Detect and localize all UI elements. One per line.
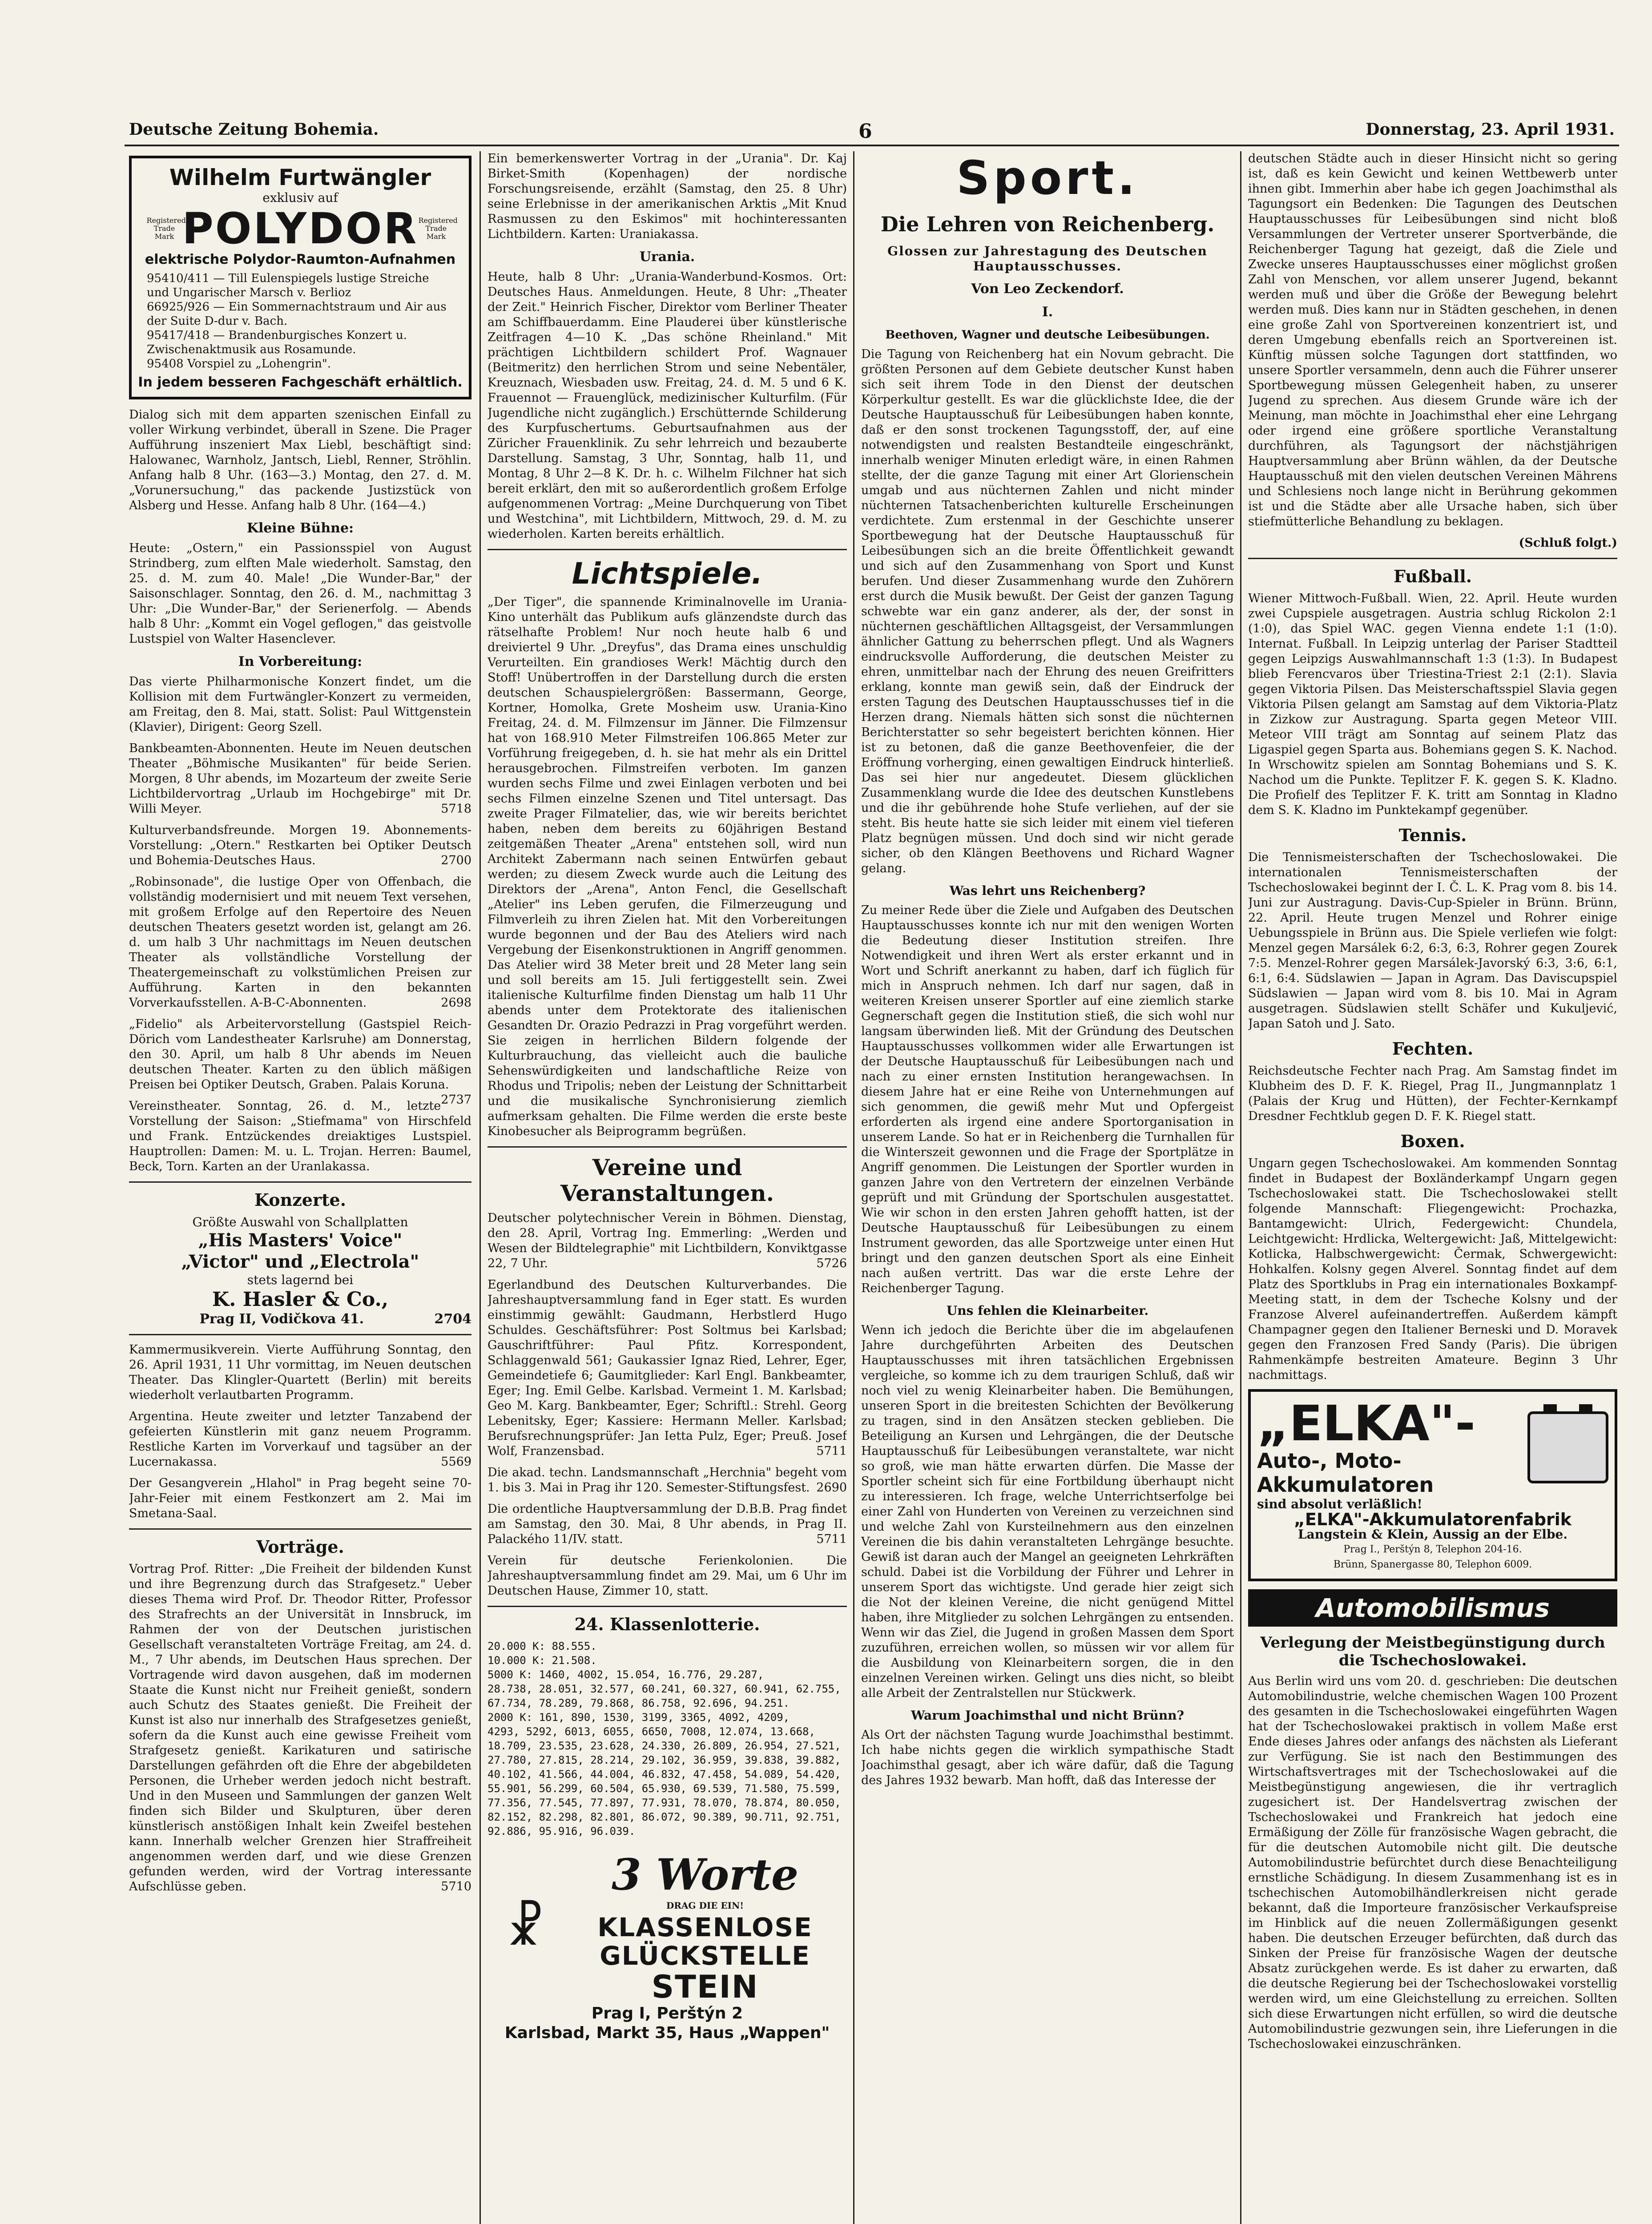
column-divider: [1240, 151, 1241, 2224]
trademark-right: Registered Trade Mark: [418, 216, 458, 241]
section-heading: Urania.: [639, 249, 695, 265]
column-4: [1248, 151, 1617, 2224]
lottery-line: 20.000 K: 88.555.: [488, 1640, 597, 1652]
elka-line: Akkumulatoren: [1257, 1473, 1434, 1497]
section-heading: Lichtspiele.: [572, 556, 763, 591]
newspaper-name: Deutsche Zeitung Bohemia.: [129, 120, 379, 139]
ad-footer: In jedem besseren Fachgeschäft erhältlich.: [138, 375, 463, 390]
notice-number: 2700: [441, 854, 471, 867]
notice: [129, 874, 471, 1011]
lichtspiele-text: „Der Tiger", die spannende Kriminalnovelle im Urania-Kino unterhält das Publikum aufs glänzendste durch das rätselhafte Problem! Nur noch heute halb 6 und dreiviertel 9 Uhr. „Dreyfus", das Drama eines unschuldig Verurteilten. Ein grandioses Werk! Mächtig durch den Stoff! Unübertroffen in der Darstellung durch die ersten deutschen Schauspielergrößen: Bassermann, George, Kortner, Homolka, Grete Mosheim usw. Urania-Kino Freitag, 24. d. M. Filmzensur im Jänner. Die Filmzensur hat von 168.910 Meter Filmstreifen 106.865 Meter zur Vorführung freigegeben, d. h. sie hat mehr als ein Drittel herausgebrochen. Filmstreifen verboten. Im ganzen wurden sechs Filme und zwei Einlagen verboten und bei sechs Filmen einzelne Szenen und Titel untersagt. Das zweite Prager Filmatelier, das, wie wir bereits berichtet haben, neben dem bereits zu 60jährigen Bestand zeitgemäßen Theater „Arena" entstehen soll, wird nun Architekt Zabermann nach seinen Entwürfen gebaut werden; zu diesem Zweck wurde auch die Leitung des Direktors der „Arena", Anton Fencl, die Gesellschaft „Atelier" ins Leben gerufen, die Filmerzeugung und Filmverleih zu ihren Zielen hat. Mit den Vorbereitungen wurde begonnen und der Bau des Ateliers wird nach Vergebung der Eisenkonstruktionen in Angriff genommen. Das Atelier wird 38 Meter breit und 28 Meter lang sein und soll bereits am 15. Juli fertiggestellt sein. Zwei italienische Kulturfilme finden Dienstag um halb 11 Uhr abends unter dem Protektorate des italienischen Gesandten Dr. Orazio Pedrazzi in Prag vorgeführt werden. Sie zeigen in herrlichen Bildern folgende der Kulturbrauchung, das vielleicht auch die bauliche Sehenswürdigkeiten und landschaftliche Reize von Rhodus und Tripolis; neben der Leistung der Schnittarbeit und die musikalische Synchronisierung ziemlich aufmerksam gehalten. Die Filme werden die erste beste Kinobesucher als Beiprogramm begrüßen.: [488, 595, 847, 1138]
urania-text: Heute, halb 8 Uhr: „Urania-Wanderbund-Kosmos. Ort: Deutsches Haus. Anmeldungen. Heute, 8 Uhr: „Theater der Zeit." Heinrich Fischer, Direktor vom Berliner Theater am Schiffbauerdamm. Eine Plauderei über künstlerische Zeitfragen 4—10 K. „Das schöne Rheinland." Mit prächtigen Lichtbildern schildert Prof. Wagnauer (Beitmeritz) den herrlichen Strom und seine Nebentäler, Kreuznach, Wiesbaden usw. Freitag, 24. d. M. 5 und 6 K. Frauennot — Frauenglück, medizinischer Kulturfilm. (Für Jugendliche nicht zugänglich.) Erschütternde Schilderung des Kurpfuschertums. Geburtsaufnahmen aus der Züricher Frauenklinik. Zu sehr lehrreich und bezauberte Darstellung. Samstag, 3 Uhr, Sonntag, halb 11, und Montag, 8 Uhr 2—8 K. Dr. h. c. Wilhelm Filchner hat sich bereit erklärt, den mit so außerordentlich großem Erfolge aufgenommenen Vortrag: „Meine Durchquerung von Tibet und Westchina", mit Lichtbildern, Mittwoch, 29. d. M. zu wiederholen. Karten bereits erhältlich.: [488, 270, 847, 541]
section-heading: Kleine Bühne:: [246, 520, 354, 536]
ad-furtwaengler: [129, 156, 471, 399]
stein-line: DRAG DIE EIN!: [666, 1900, 744, 1911]
ad-brand: POLYDOR: [182, 204, 419, 254]
section-heading: Tennis.: [1398, 825, 1467, 845]
notice: [488, 1211, 847, 1271]
notice-number: 2737: [441, 1093, 471, 1107]
article-paragraph: Zu meiner Rede über die Ziele und Aufgaben des Deutschen Hauptausschusses konnte ich nur mit den wenigen Worten die Bedeutung dieser Institution streifen. Ihre Notwendigkeit und ihren Wert als erster erkannt und in Wort und Schrift anerkannt zu haben, darf ich füglich für mich in Anspruch nehmen. Ich darf nur sagen, daß in weiteren Kreisen unserer Sportler auf eine ziemlich starke Gegnerschaft gegen die Institution stieß, die sich wohl nur langsam überwinden ließ. Mit der Gründung des Deutschen Hauptausschusses vollkommen wider alle Erwartungen ist der Deutsche Hauptausschuß für Leibesübungen nach und nach zu einer ernsten Institution herangewachsen. In diesem Jahre hat er eine Reihe von Unternehmungen auf sich genommen, die gewiß mehr Mut und Opfergeist erforderten als irgend eine andere Sportorganisation in unserem Lande. So hat er in Reichenberg die Turnhallen für die Winterszeit gewonnen und die Frage der Sportplätze in Angriff genommen. Die Leistungen der Sportler wurden in ganzen Jahre von den Vertretern der einzelnen Verbände geprüft und mit Gründung der Sportschulen ausgestattet. Wie wir schon in den ersten Jahren gehofft hatten, ist der Deutsche Hauptausschuß für Leibesübungen zu einem Instrument geworden, das alle Sportzweige unter einen Hut bringt und den ganzen deutschen Sport als eine Einheit nach außen vertritt. Das war die erste Lehre der Reichenberger Tagung.: [861, 903, 1234, 1295]
record-item: 95410/411 — Till Eulenspiegels lustige Streiche und Ungarischer Marsch v. Berlioz: [147, 272, 429, 299]
page-number: 6: [858, 120, 872, 143]
article-continuation: deutschen Städte auch in dieser Hinsicht nicht so gering ist, daß es kein Gewicht und keinen Wettbewerb unter ihnen gibt. Immerhin aber habe ich gegen Joachimsthal als Tagungsort ein Bedenken: Die Tagungen des Deutschen Hauptausschusses für Leibesübungen sind nicht bloß Versammlungen der Vertreter unserer Sportverbände, die Reichenberger Tagung hat gezeigt, daß die Ziele und Zwecke unseres Hauptausschusses einer möglichst großen Zahl von Menschen, vor allem unserer Jugend, bekannt werden muß und über die Größe der Bewegung belehrt werden muß. Dies kann nur in Städten geschehen, in denen eine große Zahl von Sportvereinen konzentriert ist, und deren Umgebung ebenfalls reich an Sportvereinen ist. Künftig müssen solche Tagungen dort stattfinden, wo unsere Sportler versammeln, denn auch die Führer unserer Sportbewegung müssen Gelegenheit haben, zu unserer Jugend zu sprechen. Aus diesem Grunde wäre ich der Meinung, man möchte in Joachimsthal eher eine Lehrgang oder irgend eine größere sportliche Veranstaltung durchführen, als Tagungsort der nächstjährigen Hauptversammlung aber Brünn wählen, da der Deutsche Hauptausschuß mit den vielen deutschen Vereinen Mährens und Schlesiens noch lange nicht in Berührung gekommen ist und die Städte aber alle Ursache haben, sich über stiefmütterliche Behandlung zu beklagen.: [1248, 152, 1617, 528]
fussball-text: Wiener Mittwoch-Fußball. Wien, 22. April. Heute wurden zwei Cupspiele ausgetragen. Austria schlug Rickolon 2:1 (1:0), das Spiel WAC. gegen Vienna endete 1:1 (1:0). Internat. Fußball. In Leipzig unterlag der Pariser Stadtteil gegen Leipzigs Auswahlmannschaft 1:3 (1:3). In Budapest blieb Ferencvaros über Triestina-Triest 2:1 (2:1). Slavia gegen Viktoria Pilsen. Das Meisterschaftsspiel Slavia gegen Viktoria Pilsen gelangt am Samstag auf dem Viktoria-Platz in Zizkow zur Austragung. Sparta gegen Meteor VIII. Meteor VIII trägt am Sonntag auf seinem Platz das Ligaspiel gegen Sparta aus. Bohemians gegen S. K. Nachod. In Wrschowitz spielen am Sonntag Bohemians und S. K. Nachod um die Punkte. Teplitzer F. K. gegen S. K. Kladno. Die Profielf des Teplitzer F. K. tritt am Sonntag in Kladno dem S. K. Kladno im Punktekampf gegenüber.: [1248, 592, 1617, 817]
notice: [129, 741, 471, 817]
record-item: 95417/418 — Brandenburgisches Konzert u. Zwischenaktmusik aus Rosamunde.: [147, 329, 407, 356]
notice: [129, 1409, 471, 1470]
tennis-text: Die Tennismeisterschaften der Tschechoslowakei. Die internationalen Tennismeisterschaften der Tschechoslowakei beginnt der I. Č. L. K. Prag vom 8. bis 14. Juni zur Austragung. Davis-Cup-Spieler in Brünn. Brünn, 22. April. Heute trugen Menzel und Rohrer einige Uebungsspiele in Brünn aus. Die Spiele verliefen wie folgt: Menzel gegen Marsálek 6:2, 6:3, 6:3, Rohrer gegen Zourek 7:5. Menzel-Rohrer gegen Marsálek-Javorský 6:3, 3:6, 6:1, 6:1, 6:4. Südslawien — Japan in Agram. Das Daviscupspiel Südslawien — Japan wird vom 8. bis 10. Mai in Agram ausgetragen. Südslawien stellt Schäfer und Kukuljević, Japan Satoh und J. Sato.: [1248, 850, 1617, 1031]
section-rule: [129, 1334, 471, 1335]
notice-text: Vortrag Prof. Ritter: „Die Freiheit der bildenden Kunst und ihre Begrenzung durch das Strafgesetz." Ueber dieses Thema wird Prof. Dr. Theodor Ritter, Professor des Strafrechts an der Universität in Innsbruck, im Rahmen der von der Deutschen juristischen Gesellschaft veranstalteten Vorträge Freitag, am 24. d. M., 7 Uhr abends, im Deutschen Haus sprechen. Der Vortragende wird davon ausgehen, daß im modernen Staate die Kunst nicht nur Freiheit genießt, sondern auch Schutz des Staates genießt. Die Freiheit der Kunst ist also nur innerhalb des Strafgesetzes genießt, sofern da die Kunst auch eine gewisse Freiheit vom Strafgesetz genießt. Karikaturen und satirische Darstellungen gefährden oft die Ehre der abgebildeten Personen, die Urheber werden jedoch nicht bestraft. Und in den Museen und Sammlungen der ganzen Welt finden sich Bilder und Skulpturen, über deren künstlerisch anstößigen Inhalt kein Zweifel bestehen kann. Innerhalb welcher Grenzen hier Straffreiheit angenommen werden darf, und wie diese Grenzen gefunden werden, wird der Vortrag interessante Aufschlüsse geben.: [129, 1562, 471, 1894]
section-heading: In Vorbereitung:: [238, 654, 363, 669]
notice-text: Egerlandbund des Deutschen Kulturverbandes. Die Jahreshauptversammlung fand in Eger statt. Es wurden einstimmig gewählt: Gaudmann, Herbstlerd Hugo Schuldes. Geschäftsführer: Post Soltmus bei Karlsbad; Gauschriftführer: Paul Pfitz. Korrespondent, Schlaggenwald 561; Gaukassier Ignaz Ried, Lehrer, Eger, Gemeindetiefe 6; Gaumitglieder: Karl Engl. Bankbeamter, Eger; Ing. Emil Gelbe. Karlsbad. Vermeint 1. M. Karlsbad; Geo M. Karg. Bankbeamter, Eger; Schriftl.: Strehl. Georg Lebenitsky, Eger; Kassiere: Hermann Meller. Karlsbad; Berufsrechnungsprüfer: Jan Ietta Pulz, Eger; Preuß. Josef Wolf, Franzensbad.: [488, 1278, 847, 1458]
section-heading: 24. Klassenlotterie.: [574, 1614, 760, 1634]
notice-number: 2704: [434, 1311, 471, 1327]
notice: [129, 823, 471, 868]
stein-line: STEIN: [651, 1969, 759, 2005]
lottery-line: 27.780, 27.815, 28.214, 29.102, 36.959, 39.838, 39.882,: [488, 1754, 841, 1766]
record-ad: [129, 1215, 471, 1327]
record-list: [147, 271, 454, 371]
section-heading: Fechten.: [1392, 1039, 1474, 1059]
trademark-left: Registered Trade Mark: [146, 216, 186, 241]
theater-notice: Dialog sich mit dem apparten szenischen Einfall zu voller Wirkung verbindet, überall in Szene. Die Prager Aufführung inszeniert Max Liebl, beschäftigt sind: Halowanec, Warnholz, Jantsch, Liebl, Renner, Ströhlin. Anfang halb 8 Uhr. (163—3.) Montag, den 27. d. M. „Vorunersuchung," das packende Justizstück von Alsberg und Hesse. Anfang halb 8 Uhr. (164—4.): [129, 408, 471, 512]
figure-icon: ☧: [506, 1899, 545, 1956]
elka-line: Langstein & Klein, Aussig an der Elbe.: [1297, 1527, 1568, 1542]
notice-number: 5718: [441, 802, 471, 816]
battery-icon: [1527, 1411, 1608, 1483]
lottery-results: [488, 1639, 847, 1838]
elka-line: „ELKA"-Akkumulatorenfabrik: [1293, 1510, 1572, 1529]
section-rule: [1248, 558, 1617, 559]
elka-line: Auto-, Moto-: [1257, 1449, 1402, 1473]
elka-line: Prag I., Perštýn 8, Telephon 204-16.: [1343, 1544, 1522, 1555]
lottery-line: 55.901, 56.299, 60.504, 65.930, 69.539, 71.580, 75.599,: [488, 1782, 841, 1795]
automobilismus-banner: Automobilismus: [1248, 1589, 1617, 1627]
record-item: 66925/926 — Ein Sommernachtstraum und Air aus der Suite D-dur v. Bach.: [147, 300, 447, 328]
notice-text: Die akad. techn. Landsmannschaft „Herchnia" begeht vom 1. bis 3. Mai in Prag ihr 120. Semester-Stiftungsfest.: [488, 1466, 847, 1495]
notice: Verein für deutsche Ferienkolonien. Die Jahreshauptversammlung findet am 29. Mai, um 6 Uhr im Deutschen Hause, Zimmer 10, statt.: [488, 1554, 847, 1598]
sport-heading: Sport.: [956, 151, 1139, 205]
column-3: [861, 151, 1234, 2224]
column-divider: [479, 151, 481, 2224]
notice: Kammermusikverein. Vierte Aufführung Sonntag, den 26. April 1931, 11 Uhr vormittag, im Neuen deutschen Theater. Das Klingler-Quartett (Berlin) mit bereits wiederholt verlautbarten Programm.: [129, 1343, 471, 1402]
section-heading: Vorträge.: [256, 1537, 344, 1557]
record-item: 95408 Vorspiel zu „Lohengrin".: [147, 357, 331, 371]
lottery-line: 77.356, 77.545, 77.897, 77.931, 78.070, 78.874, 80.050,: [488, 1797, 841, 1809]
notice-number: 2698: [441, 996, 471, 1010]
lottery-line: 4293, 5292, 6013, 6055, 6650, 7008, 12.074, 13.668,: [488, 1725, 815, 1738]
fechten-text: Reichsdeutsche Fechter nach Prag. Am Samstag findet im Klubheim des D. F. K. Riegel, Prag II., Jungmannplatz 1 (Palais der Krug und Hütten), der Fechter-Kernkampf Dresdner Fechtklub gegen D. F. K. Riegel statt.: [1248, 1064, 1617, 1123]
notice: Der Gesangverein „Hlahol" in Prag begeht seine 70-Jahr-Feier mit einem Festkonzert am 2. Mai im Smetana-Saal.: [129, 1476, 471, 1520]
notice-number: 5726: [816, 1257, 847, 1270]
notice-number: 5710: [441, 1880, 471, 1894]
lottery-line: 18.709, 23.535, 23.628, 24.330, 26.809, 26.954, 27.521,: [488, 1740, 841, 1752]
elka-line: Brünn, Spanergasse 80, Telephon 6009.: [1333, 1559, 1532, 1570]
elka-line: sind absolut verläßlich!: [1257, 1497, 1422, 1511]
urania-intro: Ein bemerkenswerter Vortrag in der „Urania". Dr. Kaj Birket-Smith (Kopenhagen) der nordische Forschungsreisende, erzählt (Samstag, den 25. 8 Uhr) seine Erlebnisse in der amerikanischen Arktis „Mit Knud Rasmussen zu den Eskimos" mit hochinteressanten Lichtbildern. Karten: Uraniakassa.: [488, 152, 847, 241]
notice-number: 5569: [441, 1455, 471, 1469]
section-rule: [129, 1181, 471, 1183]
notice-text: Argentina. Heute zweiter und letzter Tanzabend der gefeierten Künstlerin mit ganz neuem Programm. Restliche Karten im Vorverkauf und tagsüber an der Lucernakassa.: [129, 1410, 471, 1469]
lottery-line: 2000 K: 161, 890, 1530, 3199, 3365, 4092, 4209,: [488, 1711, 790, 1724]
lottery-line: 10.000 K: 21.508.: [488, 1654, 597, 1667]
ad-subtitle: elektrische Polydor-Raumton-Aufnahmen: [145, 252, 456, 267]
stein-line: KLASSENLOSE: [597, 1912, 813, 1942]
stein-lottery-ad: [488, 1849, 847, 2005]
lottery-line: 67.734, 78.289, 79.868, 86.758, 92.696, 94.251.: [488, 1697, 790, 1709]
article-section-heading: Warum Joachimsthal und nicht Brünn?: [911, 1708, 1184, 1723]
column-1: [129, 151, 471, 2224]
record-ad-line: stets lagernd bei: [247, 1273, 354, 1287]
header-rule: [125, 145, 1619, 146]
section-heading: Fußball.: [1393, 566, 1472, 586]
continued-note: (Schluß folgt.): [1519, 536, 1617, 550]
record-ad-line: Größte Auswahl von Schallplatten: [192, 1215, 408, 1229]
notice-number: 2690: [816, 1481, 847, 1495]
stein-line: GLÜCKSTELLE: [600, 1941, 810, 1971]
ad-sub: exklusiv auf: [262, 190, 338, 205]
notice-text: Die ordentliche Hauptversammlung der D.B.B. Prag findet am Samstag, den 30. Mai, 8 Uhr abends, in Prag II. Palackého 11/IV. statt.: [488, 1502, 847, 1546]
record-ad-line: „Victor" und „Electrola": [181, 1251, 419, 1272]
section-rule: [488, 1146, 847, 1148]
lottery-line: 82.152, 82.298, 82.801, 86.072, 90.389, 90.711, 92.751,: [488, 1811, 841, 1823]
article-author: Von Leo Zeckendorf.: [971, 281, 1124, 297]
elka-brand: „ELKA"-: [1257, 1395, 1475, 1452]
column-divider: [853, 151, 854, 2224]
lottery-line: 28.738, 28.051, 32.577, 60.241, 60.327, 60.941, 62.755,: [488, 1683, 841, 1695]
article-paragraph: Die Tagung von Reichenberg hat ein Novum gebracht. Die größten Personen auf dem Gebiete deutscher Kunst haben sich seit ihrem Tode in den Dienst der deutschen Körperkultur gestellt. Es war die glücklichste Idee, die der Deutsche Hauptausschuß für Leibesübungen haben konnte, daß er den sonst trockenen Tagungsstoff, der, auf eine notwendigsten und realsten Bestandteile eingeschränkt, innerhalb weniger Minuten erledigt wäre, in einen Rahmen stellte, der die ganze Tagung mit einer Art Glorienschein umgab und aus nüchternen Zahlen und nicht minder nüchternen Tatsachenberichten kulturelle Erscheinungen verdichtete. Zum erstenmal in der Geschichte unserer Sportbewegung hat der Deutsche Hauptausschuß für Leibesübungen sich an die breite Öffentlichkeit gewandt und sich auf den Zusammenhang von Sport und Kunst berufen. Und dieser Zusammenhang wurde den Zuhörern erst durch die Musik bewußt. Der Geist der ganzen Tagung schwebte war ein ganz anderer, als der, der sonst in nüchternen geschäftlichen Alltagsgeist, der Versammlungen ähnlicher Gattung zu beherrschen pflegt. Und als Wagners eindrucksvolle Aufforderung, die deutschen Meister zu ehren, unmittelbar nach der Ehrung des neuen Greifritters erklang, konnte man gewiß sein, daß der Eindruck der ersten Tagung des Deutschen Hauptausschusses tief in die Herzen drang. Niemals hätten sich sonst die nüchternen Berichterstatter so sehr begeistert berichten können. Hier ist zu betonen, daß die ganze Beethovenfeier, die der Eröffnung vorherging, einen gewaltigen Eindruck hinterließ. Das sei hier nur angedeutet. Diesem glücklichen Zusammenklang wurde die Idee des deutschen Kunstlebens und die ihr gebührende hohe Stufe verliehen, auf der sie steht. Bis heute hatte sie sich leider mit einem viel tieferen Platz begnügen müssen. Und doch sind wir nicht gerade sicher, ob den Klängen Beethovens und Richard Wagner gelang.: [861, 347, 1234, 875]
section-rule: [488, 1606, 847, 1607]
record-ad-line: „His Masters' Voice": [198, 1230, 403, 1251]
section-heading: Vereine und Veranstaltungen.: [560, 1154, 774, 1206]
notice-text: Kulturverbandsfreunde. Morgen 19. Abonnements-Vorstellung: „Otern." Restkarten bei Optiker Deutsch und Bohemia-Deutsches Haus.: [129, 823, 471, 867]
article-subtitle: Glossen zur Jahrestagung des Deutschen Hauptausschusses.: [887, 244, 1208, 274]
article-title: Verlegung der Meistbegünstigung durch die Tschechoslowakei.: [1260, 1634, 1605, 1669]
article-title: Die Lehren von Reichenberg.: [880, 212, 1215, 236]
boxen-text: Ungarn gegen Tschechoslowakei. Am kommenden Sonntag findet in Budapest der Boxländerkampf Ungarn gegen Tschechoslowakei statt. Die Tschechoslowakei stellt folgende Mannschaft: Fliegengewicht: Prochazka, Bantamgewicht: Ulrich, Federgewicht: Chundela, Leichtgewicht: Hrdlicka, Weltergewicht: Jaß, Mittelgewicht: Kotlicka, Halbschwergewicht: Čermak, Schwergewicht: Hohkalfen. Kolsny gegen Alverel. Sonntag findet auf dem Platz des Sportklubs in Prag ein internationales Boxkampf-Meeting statt, in dem der Tscheche Kolsny und der Franzose Alverel aufeinandertreffen. Außerdem kämpft Champagner gegen den Italiener Berneski und D. Moravek gegen den Franzosen Fred Sandy (Paris). Die übrigen Rahmenkämpfe bestreiten Amateure. Beginn 3 Uhr nachmittags.: [1248, 1156, 1617, 1382]
lottery-line: 40.102, 41.566, 44.004, 46.832, 47.458, 54.089, 54.420,: [488, 1768, 841, 1781]
notice: [488, 1465, 847, 1495]
lottery-line: 5000 K: 1460, 4002, 15.054, 16.776, 29.287,: [488, 1668, 764, 1681]
notice: [488, 1277, 847, 1459]
notice: [488, 1502, 847, 1547]
stein-address: Karlsbad, Markt 35, Haus „Wappen": [504, 2024, 830, 2042]
notice-number: 5711: [816, 1444, 847, 1458]
record-ad-firm: K. Hasler & Co.,: [212, 1288, 389, 1311]
article-paragraph: Wenn ich jedoch die Berichte über die im abgelaufenen Jahre durchgeführten Arbeiten des Deutschen Hauptausschusses mit ihren tatsächlichen Ergebnissen vergleiche, so komme ich zu dem traurigen Schluß, daß wir noch viel zu wenig Kleinarbeiter haben. Die Bemühungen, unseren Sport in die breitesten Schichten der Bevölkerung zu tragen, sind in den Ansätzen stecken geblieben. Die Beteiligung an Kursen und Lehrgängen, die der Deutsche Hauptausschuß für Leibesübungen veranstaltete, war nicht so groß, wie man hätte erwarten dürfen. Die Masse der Sportler scheint sich für eine Fortbildung überhaupt nicht zu interessieren. Ich frage, welche Unterrichtserfolge bei einer Zahl von Hunderten von Vereinen zu verzeichnen sind und welche Zahl von Kursteilnehmern aus den einzelnen Vereinen die bis dahin veranstalteten Lehrgänge besuchte. Gewiß ist daran auch der Mangel an geeigneten Lehrkräften schuld. Dabei ist die Vorbildung der Führer und Lehrer in unserem Sport das wichtigste. Und gerade hier zeigt sich die Not der kleinen Vereine, die nicht genügend Mittel haben, ihre Mitglieder zu solchen Lehrgängen zu entsenden. Wenn wir das Ziel, die Jugend in großen Massen dem Sport zuzuführen, erreichen wollen, so müssen wir vor allem für die Ausbildung von Kleinarbeitern sorgen, die in den einzelnen Vereinen wirken. Gelingt uns dies nicht, so bleibt alle Arbeit der Zentralstellen nur Stückwerk.: [861, 1323, 1234, 1700]
section-heading: Boxen.: [1400, 1131, 1465, 1151]
stein-address: Prag I, Perštýn 2: [591, 2004, 743, 2023]
ad-title: Wilhelm Furtwängler: [169, 165, 431, 190]
notice-text: Bankbeamten-Abonnenten. Heute im Neuen deutschen Theater „Böhmische Musikanten" für beide Serien. Morgen, 8 Uhr abends, im Mozarteum der zweite Serie Lichtbildervortrag „Urlaub im Hochgebirge" mit Dr. Willi Meyer.: [129, 741, 471, 816]
notice: Vereinstheater. Sonntag, 26. d. M., letzte Vorstellung der Saison: „Stiefmama" von Hirschfeld und Frank. Entzückendes dreiaktiges Lustspiel. Hauptrollen: Damen: M. u. L. Trojan. Herren: Baumel, Beck, Torn. Karten an der Uranlakassa.: [129, 1099, 471, 1173]
page-header: [129, 120, 1615, 142]
article-section-heading: Beethoven, Wagner und deutsche Leibesübungen.: [885, 328, 1210, 342]
article-paragraph: Als Ort der nächsten Tagung wurde Joachimsthal bestimmt. Ich habe nichts gegen die wirklich sympathische Stadt Joachimsthal gesagt, aber ich wäre dafür, daß die Tagung des Jahres 1932 bewarb. Man hofft, daß das Interesse der: [861, 1728, 1234, 1787]
notice-text: „Robinsonade", die lustige Oper von Offenbach, die vollständig modernisiert und mit neuem Text versehen, mit großem Erfolge auf den Repertoire des Neuen deutschen Theaters gesetzt worden ist, gelangt am 26. d. um halb 3 Uhr nachmittags im Neuen deutschen Theater als vollständliche Vorstellung der Theatergemeinschaft zu volkstümlichen Preisen zur Aufführung. Karten in den bekannten Vorverkaufsstellen. A-B-C-Abonnenten.: [129, 875, 471, 1010]
auto-text: Aus Berlin wird uns vom 20. d. geschrieben: Die deutschen Automobilindustrie, welche chemischen Wagen 100 Prozent des gesamten in die Tschechoslowakei eingeführten Wagen hat der Tschechoslowakei praktisch in vollem Maße erst Ende dieses Jahres oder anfangs des nächsten als Lieferant zur Verfügung. Sie ist nach den Bestimmungen des Wirtschaftsvertrages mit der Tschechoslowakei auf die Meistbegünstigung angewiesen, die ihr vertraglich zugesichert ist. Der Handelsvertrag zwischen der Tschechoslowakei und Frankreich hat jedoch eine Ermäßigung der Zölle für französische Wagen gebracht, die für die deutschen Automobile nicht gilt. Die deutsche Automobilindustrie befürchtet durch diese Benachteiligung ernstliche Schädigung. In diesem Zusammenhang ist es in tschechischen Automobilhändlerkreisen nicht gerade bekannt, daß die Importeure französischer Verkaufspreise im Hinblick auf die neuen Zollermäßigungen gesenkt haben. Die deutschen Erzeuger befürchten, daß durch das Sinken der Preise für französische Wagen der deutsche Absatz zurückgehen werde. Es ist daher zu erwarten, daß die deutsche Regierung bei der Tschechoslowakei vorstellig werden wird, um eine Gleichstellung zu erreichen. Sollten sich diese Erwartungen nicht erfüllen, so wird die deutsche Automobilindustrie gezwungen sein, ihre Lieferungen in die Tschechoslowakei einzuschränken.: [1248, 1674, 1617, 2051]
article-part: I.: [1042, 304, 1053, 320]
article-section-heading: Uns fehlen die Kleinarbeiter.: [946, 1303, 1149, 1318]
notice-text: Deutscher polytechnischer Verein in Böhmen. Dienstag, den 28. April, Vortrag Ing. Emmerling: „Werden und Wesen der Bildtelegraphie" mit Lichtbildern, Konviktgasse 22, 7 Uhr.: [488, 1211, 847, 1270]
lottery-line: 92.886, 95.916, 96.039.: [488, 1825, 636, 1837]
section-rule: [488, 549, 847, 550]
stein-line: 3 Worte: [611, 1849, 799, 1900]
column-2: [488, 151, 847, 2224]
vorbereitung-text: Das vierte Philharmonische Konzert findet, um die Kollision mit dem Furtwängler-Konzert zu vermeiden, am Freitag, den 8. Mai, statt. Solist: Paul Wittgenstein (Klavier), Dirigent: Georg Szell.: [129, 675, 471, 734]
section-rule: [129, 1528, 471, 1530]
section-heading: Konzerte.: [254, 1190, 346, 1210]
notice: [129, 1017, 471, 1107]
notice-text: „Fidelio" als Arbeitervorstellung (Gastspiel Reich-Dörich vom Landestheater Karlsruhe) am Donnerstag, den 30. April, um halb 8 Uhr abends im Neuen deutschen Theater. Karten zu den üblich mäßigen Preisen bei Optiker Deutsch, Graben. Palais Koruna.: [129, 1017, 471, 1092]
article-section-heading: Was lehrt uns Reichenberg?: [949, 883, 1146, 898]
notice: [129, 1562, 471, 1894]
issue-date: Donnerstag, 23. April 1931.: [1366, 120, 1615, 139]
kleine-buehne-text: Heute: „Ostern," ein Passionsspiel von August Strindberg, zum elften Male wiederholt. Samstag, den 25. d. M. zum 40. Male! „Die Wunder-Bar," der Saisonschlager. Sonntag, den 26. d. M., nachmittag 3 Uhr: „Die Wunder-Bar," der Serienerfolg. — Abends halb 8 Uhr: „Kommt ein Vogel geflogen," das geistvolle Lustspiel von Walter Hasenclever.: [129, 541, 471, 646]
notice-number: 5711: [816, 1532, 847, 1546]
record-ad-address: Prag II, Vodičkova 41. 2704: [199, 1311, 471, 1327]
elka-ad: [1248, 1389, 1617, 1581]
